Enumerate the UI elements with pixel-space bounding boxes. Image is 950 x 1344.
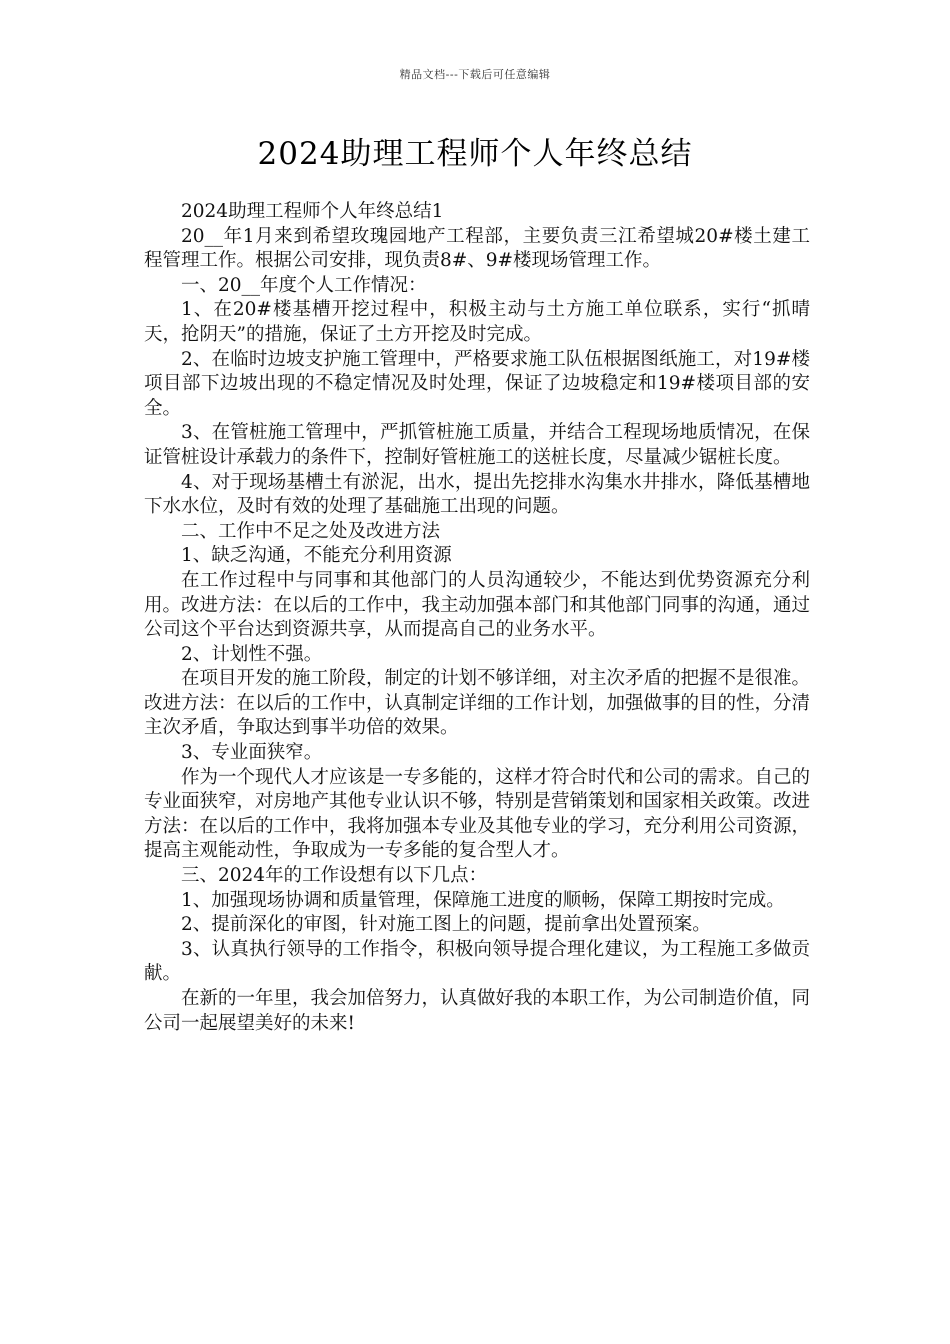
- work-item-2: 2、在临时边坡支护施工管理中，严格要求施工队伍根据图纸施工，对19#楼项目部下边坡出现的不稳定情况及时处理，保证了边坡稳定和19#楼项目部的安全。: [144, 348, 810, 419]
- shortcoming-text-1: 在工作过程中与同事和其他部门的人员沟通较少，不能达到优势资源充分利用。改进方法：在以后的工作中，我主动加强本部门和其他部门同事的沟通，通过公司这个平台达到资源共享，从而提高自己的业务水平。: [144, 569, 811, 641]
- header-note: 精品文档---下载后可任意编辑: [399, 68, 551, 81]
- document-title: 2024助理工程师个人年终总结: [257, 136, 693, 172]
- shortcoming-text-2: 在项目开发的施工阶段，制定的计划不够详细，对主次矛盾的把握不是很准。改进方法：在以后的工作中，认真制定详细的工作计划，加强做事的目的性，分清主次矛盾，争取达到事半功倍的效果。: [144, 668, 811, 739]
- subtitle-paragraph: 2024助理工程师个人年终总结1: [181, 201, 444, 222]
- work-item-1: 1、在20#楼基槽开挖过程中，积极主动与土方施工单位联系，实行“抓晴天，抢阴天”的措施，保证了土方开挖及时完成。: [144, 299, 810, 345]
- shortcoming-heading-3: 3、专业面狭窄。: [181, 742, 323, 764]
- section-heading-plans: 三、2024年的工作设想有以下几点：: [181, 865, 488, 887]
- section-heading-work-status: 一、20__年度个人工作情况：: [181, 274, 427, 296]
- plan-item-2: 2、提前深化的审图，针对施工图上的问题，提前拿出处置预案。: [181, 914, 711, 936]
- work-item-4: 4、对于现场基槽土有淤泥，出水，提出先挖排水沟集水井排水，降低基槽地下水水位，及时有效的处理了基础施工出现的问题。: [144, 471, 810, 518]
- shortcoming-heading-1: 1、缺乏沟通，不能充分利用资源: [181, 545, 452, 567]
- shortcoming-heading-2: 2、计划性不强。: [181, 643, 323, 665]
- intro-paragraph: 20__年1月来到希望玫瑰园地产工程部，主要负责三江希望城20#楼土建工程管理工作。根据公司安排，现负责8#、9#楼现场管理工作。: [144, 225, 810, 272]
- work-item-3: 3、在管桩施工管理中，严抓管桩施工质量，并结合工程现场地质情况，在保证管桩设计承载力的条件下，控制好管桩施工的送桩长度，尽量减少锯桩长度。: [144, 422, 810, 468]
- plan-item-1: 1、加强现场协调和质量管理，保障施工进度的顺畅，保障工期按时完成。: [181, 889, 785, 911]
- plan-item-3: 3、认真执行领导的工作指令，积极向领导提合理化建议，为工程施工多做贡献。: [144, 938, 810, 985]
- closing-paragraph: 在新的一年里，我会加倍努力，认真做好我的本职工作，为公司制造价值，同公司一起展望美好的未来!: [144, 988, 811, 1034]
- shortcoming-text-3: 作为一个现代人才应该是一专多能的，这样才符合时代和公司的需求。自己的专业面狭窄，对房地产其他专业认识不够，特别是营销策划和国家相关政策。改进方法：在以后的工作中，我将加强本专业及其他专业的学习，充分利用公司资源，提高主观能动性，争取成为一专多能的复合型人才。: [144, 766, 811, 862]
- section-heading-shortcomings: 二、工作中不足之处及改进方法: [181, 520, 441, 542]
- document-body: [144, 200, 810, 1036]
